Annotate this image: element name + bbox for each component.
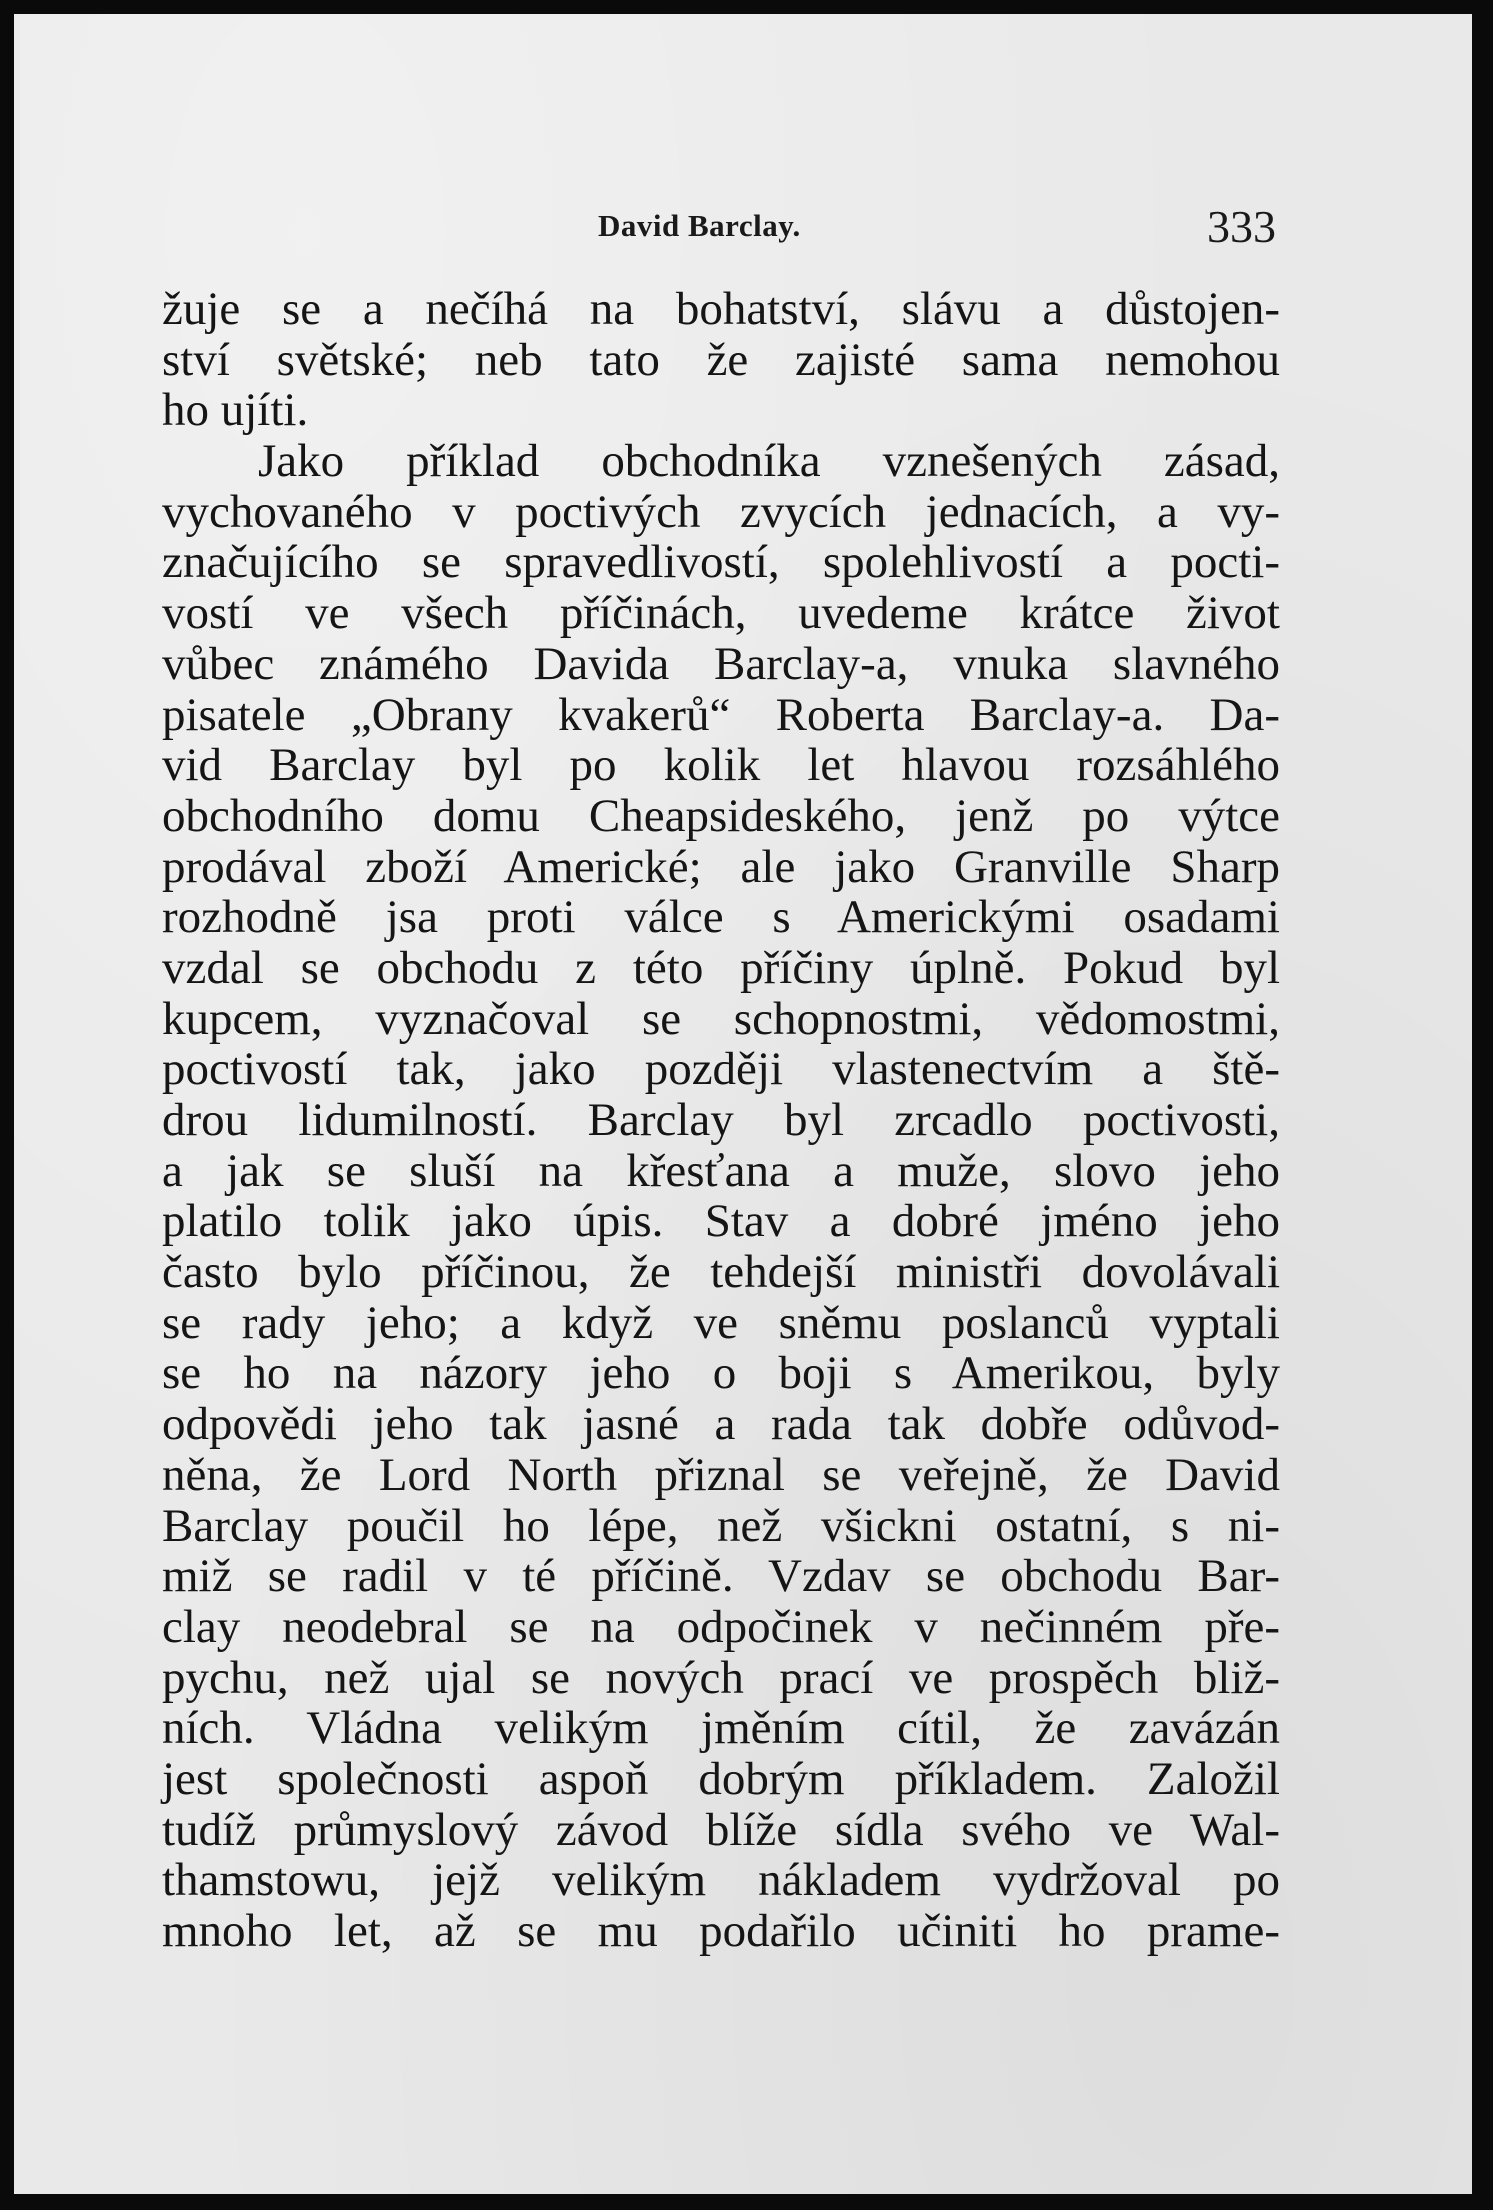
text-line: se rady jeho; a když ve sněmu poslanců vyptali bbox=[162, 1296, 1280, 1349]
text-line: vostí ve všech příčinách, uvedeme krátce život bbox=[162, 587, 1280, 640]
text-line: mnoho let, až se mu podařilo učiniti ho prame- bbox=[162, 1905, 1280, 1957]
text-line: ních. Vládna velikým jměním cítil, že zavázán bbox=[162, 1702, 1280, 1755]
body-text bbox=[162, 284, 1280, 1957]
text-line: obchodního domu Cheapsideského, jenž po výtce bbox=[162, 789, 1280, 842]
text-line: rozhodně jsa proti válce s Americkými osadami bbox=[162, 891, 1280, 944]
text-line: platilo tolik jako úpis. Stav a dobré jméno jeho bbox=[162, 1195, 1280, 1248]
page-number: 333 bbox=[1207, 201, 1276, 252]
text-line: pisatele „Obrany kvakerů“ Roberta Barclay-a. Da- bbox=[162, 688, 1280, 741]
text-line: poctivostí tak, jako později vlastenectvím a ště- bbox=[162, 1043, 1280, 1096]
text-line: thamstowu, jejž velikým nákladem vydržoval po bbox=[162, 1854, 1280, 1907]
book-page bbox=[14, 14, 1472, 2194]
text-line: clay neodebral se na odpočinek v nečinném pře- bbox=[162, 1600, 1280, 1653]
text-line: prodával zboží Americké; ale jako Granville Sharp bbox=[162, 840, 1280, 893]
text-line: a jak se sluší na křesťana a muže, slovo jeho bbox=[162, 1144, 1280, 1197]
text-line: často bylo příčinou, že tehdejší ministři dovolávali bbox=[162, 1246, 1280, 1299]
text-line: něna, že Lord North přiznal se veřejně, že David bbox=[162, 1448, 1280, 1501]
text-line: Barclay poučil ho lépe, než všickni ostatní, s ni- bbox=[162, 1499, 1280, 1552]
text-line: pychu, než ujal se nových prací ve prospěch bliž- bbox=[162, 1651, 1280, 1704]
text-line: Jako příklad obchodníka vznešených zásad, bbox=[258, 435, 1280, 488]
text-line: odpovědi jeho tak jasné a rada tak dobře odůvod- bbox=[162, 1398, 1280, 1451]
text-line: se ho na názory jeho o boji s Amerikou, byly bbox=[162, 1347, 1280, 1400]
text-line: vůbec známého Davida Barclay-a, vnuka slavného bbox=[162, 637, 1280, 690]
running-title: David Barclay. bbox=[598, 208, 801, 243]
text-line: ho ujíti. bbox=[162, 384, 309, 437]
text-line: vid Barclay byl po kolik let hlavou rozsáhlého bbox=[162, 739, 1280, 792]
text-line: vychovaného v poctivých zvycích jednacích, a vy- bbox=[162, 485, 1280, 538]
text-line: značujícího se spravedlivostí, spolehlivostí a pocti- bbox=[162, 536, 1280, 589]
text-line: žuje se a nečíhá na bohatství, slávu a důstojen- bbox=[162, 283, 1280, 335]
text-line: tudíž průmyslový závod blíže sídla svého ve Wal- bbox=[162, 1803, 1280, 1856]
text-line: vzdal se obchodu z této příčiny úplně. Pokud byl bbox=[162, 941, 1280, 994]
text-line: ství světské; neb tato že zajisté sama nemohou bbox=[162, 333, 1280, 386]
text-line: jest společnosti aspoň dobrým příkladem. Založil bbox=[162, 1752, 1280, 1805]
text-line: miž se radil v té příčině. Vzdav se obchodu Bar- bbox=[162, 1550, 1280, 1603]
text-line: kupcem, vyznačoval se schopnostmi, vědomostmi, bbox=[162, 992, 1280, 1045]
text-line: drou lidumilností. Barclay byl zrcadlo poctivosti, bbox=[162, 1094, 1280, 1146]
running-head bbox=[166, 200, 1276, 260]
